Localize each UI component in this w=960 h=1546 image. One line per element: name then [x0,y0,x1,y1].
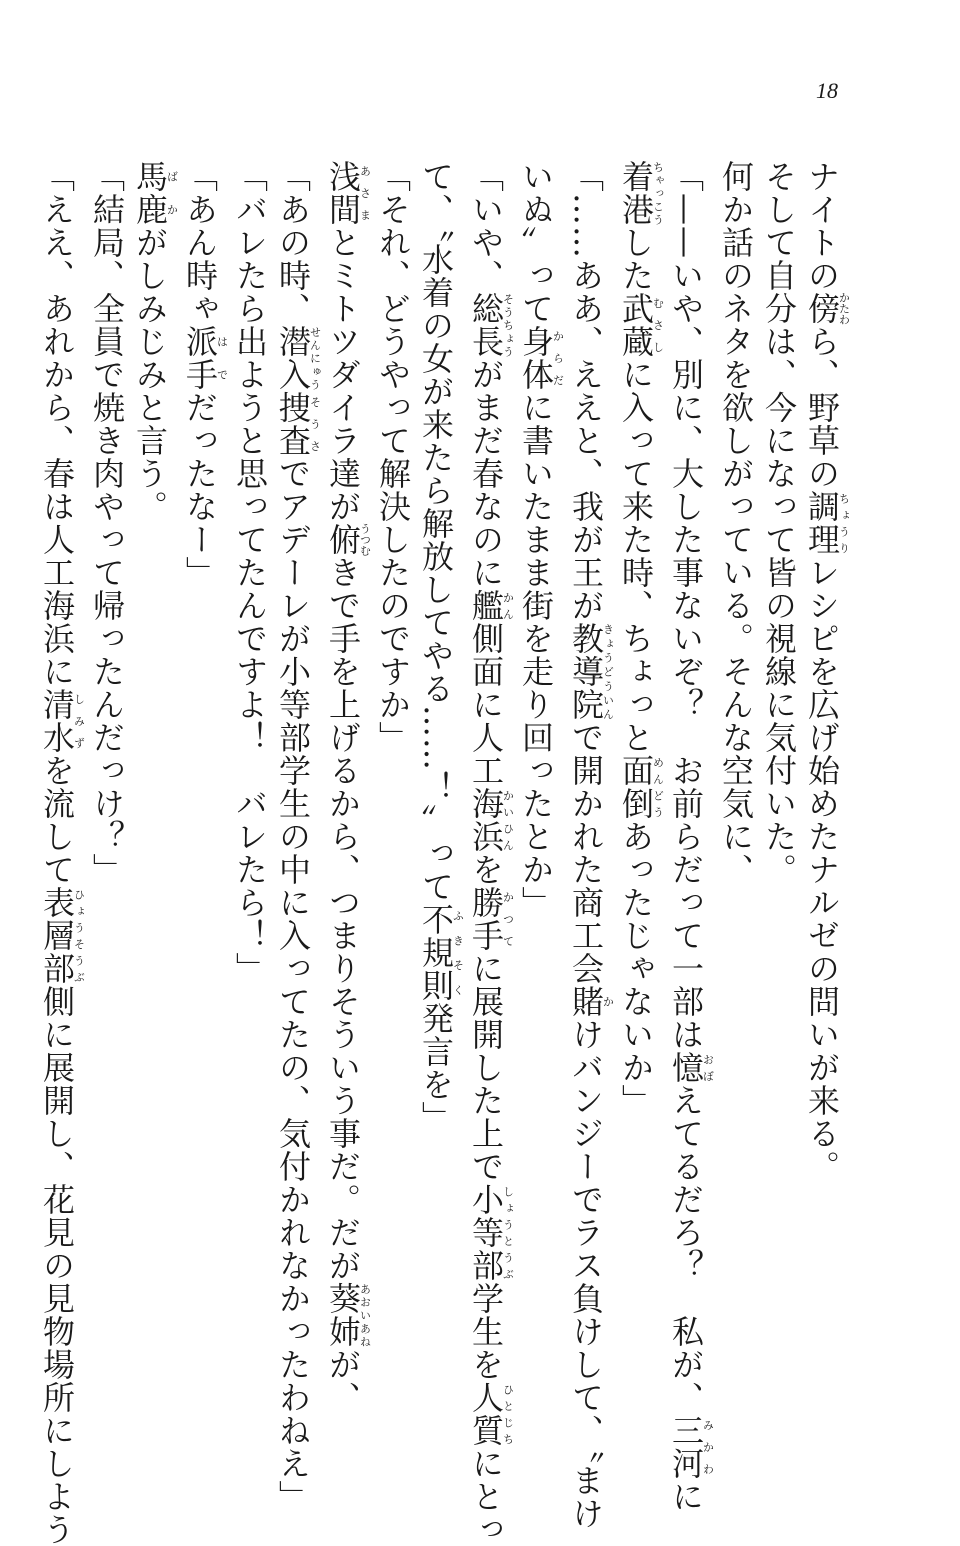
ruby-word [131,160,179,226]
furigana: ひょうそうぶ [72,886,86,985]
text-run: 「あの時、 [274,160,312,325]
ruby-base: 教導院 [567,622,605,721]
text-line [714,160,757,1300]
ruby-base: 身体 [517,325,555,391]
ruby-word [467,1381,515,1447]
ruby-base: 不規則 [417,903,455,1002]
text-line [271,160,322,1513]
ruby-word [667,1051,715,1084]
text-run: あったじゃないか」 [617,820,655,1117]
ruby-word [467,787,515,853]
ruby-base: 艦 [467,589,505,622]
ruby-base: 人質 [467,1381,505,1447]
text-line [664,160,715,1513]
ruby-word [467,1183,515,1282]
text-run: ら、野草の [803,325,841,490]
text-run: がまだ春なのに [467,358,505,589]
ruby-word [517,325,565,391]
furigana: か [601,985,615,1018]
furigana: ちゃっこう [651,160,665,226]
text-run: 「あん時ゃ [181,160,219,325]
ruby-base: 葵姉 [324,1282,362,1348]
text-line [464,160,515,1546]
page-number: 18 [816,78,838,103]
ruby-word [617,754,665,820]
ruby-word [803,292,851,325]
text-run: 「結局、全員で焼き肉やって帰ったんだっけ？」 [88,160,126,886]
text-run: した [617,226,655,292]
ruby-word [181,325,229,391]
body-text [38,160,851,1546]
ruby-word [667,1414,715,1480]
ruby-word [467,886,515,952]
ruby-base: 着港 [617,160,655,226]
furigana: みかわ [701,1414,715,1480]
text-run: 側面に人工 [467,622,505,787]
text-run: が、 [324,1348,362,1414]
ruby-word [617,292,665,358]
ruby-word [567,985,615,1018]
ruby-base: 勝手 [467,886,505,952]
text-run: に展開した上で [467,952,505,1183]
ruby-base: 表層部 [38,886,76,985]
text-run: とミトツダイラ達が [324,226,362,523]
furigana: せんにゅう [308,325,322,391]
furigana: ふきそく [451,903,465,1002]
text-line [35,160,86,1546]
text-run: 「いや、 [467,160,505,292]
ruby-word [467,292,515,358]
text-line [800,160,850,1300]
ruby-base: 俯 [324,523,362,556]
text-run: 発言を」 [417,1002,455,1134]
furigana: めんどう [651,754,665,820]
text-line [614,160,664,1300]
text-run: に [667,1480,705,1513]
furigana: きょうどういん [601,622,615,721]
furigana: しみず [72,688,86,754]
text-run: を流して [38,754,76,886]
text-line [321,160,372,1414]
ruby-base: 賭 [567,985,605,1018]
furigana: しょうとうぶ [501,1183,515,1282]
ruby-base: 小等部 [467,1183,505,1282]
ruby-base: 総長 [467,292,505,358]
ruby-base: 武蔵 [617,292,655,358]
text-run: 学生を [467,1282,505,1381]
text-run: だったなー」 [181,391,219,589]
text-run: えてるだろ？ 私が、 [667,1084,705,1414]
text-run: で開かれた商工会 [567,721,605,985]
text-run: を [467,853,505,886]
text-run: でアデーレが小等部学生の中に入ってたの、気付かれなかったわねえ」 [274,457,312,1513]
ruby-base: 憶 [667,1051,705,1084]
furigana: ひとじち [501,1381,515,1447]
text-line [128,160,178,1300]
ruby-base: 清水 [38,688,76,754]
text-run: 「……ああ、ええと、我が王が [567,160,605,622]
text-line [414,160,464,1300]
text-run: に入って来た時、ちょっと [617,358,655,754]
furigana: からだ [551,325,565,391]
ruby-word [617,160,665,226]
ruby-word [324,1282,372,1348]
ruby-base: 面倒 [617,754,655,820]
furigana: ばか [165,160,179,226]
text-run: ナイトの [803,160,841,292]
furigana: かたわ [837,292,851,325]
text-run: 「それ、どうやって解決したのですか」 [374,160,412,754]
furigana: ちょうり [837,490,851,556]
ruby-word [274,325,322,391]
text-run: けバンジーでラス負けして、〝まけ [567,1018,605,1530]
text-line [514,160,564,1300]
text-run: 「——いや、別に、大した事ないぞ？ お前らだって一部は [667,160,705,1051]
ruby-word [417,903,465,1002]
text-run: て、〝水着の女が来たら解放してやる……！〟って [417,160,455,903]
ruby-word [324,160,372,226]
text-run: 何か話のネタを欲しがっている。そんな空気に、 [717,160,755,886]
ruby-word [567,622,615,721]
text-run: 「バレたら出ようと思ってたんですよ！ バレたら！」 [231,160,269,985]
ruby-base: 派手 [181,325,219,391]
furigana: そうちょう [501,292,515,358]
ruby-word [467,589,515,622]
furigana: はで [215,325,229,391]
furigana: むさし [651,292,665,358]
ruby-base: 馬鹿 [131,160,169,226]
text-line [371,160,414,1300]
furigana: かん [501,589,515,622]
furigana: そうさ [308,391,322,457]
ruby-base: 三河 [667,1414,705,1480]
ruby-word [274,391,322,457]
text-run: そして自分は、今になって皆の視線に気付いた。 [760,160,798,886]
furigana: おぼ [701,1051,715,1084]
furigana: あさま [358,160,372,226]
ruby-base: 傍 [803,292,841,325]
text-run: レシピを広げ始めたナルゼの問いが来る。 [803,556,841,1183]
ruby-word [803,490,851,556]
ruby-word [38,688,86,754]
ruby-base: 潜入 [274,325,312,391]
ruby-word [38,886,86,985]
text-run: にとっ [467,1447,505,1546]
text-run: がしみじみと言う。 [131,226,169,523]
furigana: かいひん [501,787,515,853]
furigana: うつむ [358,523,372,556]
furigana: あおいあね [358,1282,372,1348]
furigana: かつて [501,886,515,952]
ruby-word [324,523,372,556]
ruby-base: 調理 [803,490,841,556]
ruby-base: 海浜 [467,787,505,853]
text-line [757,160,800,1300]
ruby-base: 捜査 [274,391,312,457]
text-run: いぬ〟って [517,160,555,325]
text-line [178,160,228,1300]
text-run: に書いたまま街を走り回ったとか」 [517,391,555,919]
text-run: きで手を上げるから、つまりそういう事だ。だが [324,556,362,1282]
text-run: 側に展開し、花見の見物場所にしよう [38,985,76,1546]
text-line [228,160,271,1300]
text-run: 「ええ、あれから、春は人工海浜に [38,160,76,688]
ruby-base: 浅間 [324,160,362,226]
text-line [564,160,615,1530]
text-line [85,160,128,1300]
